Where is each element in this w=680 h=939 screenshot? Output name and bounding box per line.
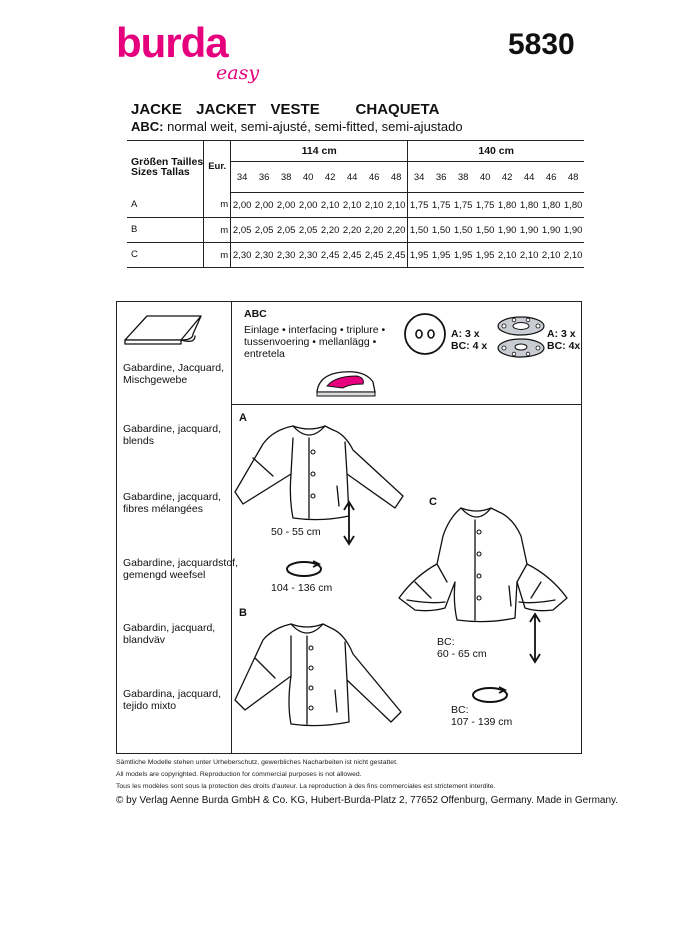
fabric-fr-line1: Gabardine, jacquard, <box>123 491 222 503</box>
size-header-w140-40: 40 <box>474 162 496 193</box>
length-arrow-c-icon <box>529 612 541 664</box>
size-header-w140-36: 36 <box>430 162 452 193</box>
interfacing-line2: tussenvoering • mellanlägg • <box>244 336 377 348</box>
yardage-cell: 2,10 <box>341 193 363 218</box>
fabric-es <box>123 688 221 712</box>
yardage-row-c <box>127 243 584 268</box>
yardage-cell: 2,10 <box>363 193 385 218</box>
garment-title: JACKE JACKET VESTE CHAQUETA <box>131 101 440 118</box>
footer-copyright-de: Sämtliche Modelle stehen unter Urheberschutz, gewerbliches Nacharbeiten ist nicht gestattet. <box>116 759 398 766</box>
yardage-cell: 1,95 <box>430 243 452 268</box>
yardage-cell: 1,80 <box>496 193 518 218</box>
size-header-w114-46: 46 <box>363 162 385 193</box>
yardage-cell: 2,45 <box>319 243 341 268</box>
fabric-en <box>123 423 221 447</box>
size-header-w140-38: 38 <box>452 162 474 193</box>
yardage-cell: 1,50 <box>452 218 474 243</box>
yardage-cell: 2,20 <box>341 218 363 243</box>
view-c-length-label: BC: <box>437 636 455 648</box>
size-header-w140-48: 48 <box>562 162 584 193</box>
yardage-cell: 1,90 <box>540 218 562 243</box>
width-114-header: 114 cm <box>231 141 408 162</box>
view-c-length-value: 60 - 65 cm <box>437 648 487 660</box>
size-header-w114-44: 44 <box>341 162 363 193</box>
yardage-cell: 2,30 <box>231 243 254 268</box>
footer-copyright-en: All models are copyrighted. Reproduction for commercial purposes is not allowed. <box>116 771 362 778</box>
yardage-cell: 2,30 <box>297 243 319 268</box>
yardage-row-unit: m <box>204 243 231 268</box>
notions-heading: ABC <box>244 308 267 320</box>
yardage-cell: 1,95 <box>474 243 496 268</box>
yardage-row-view: A <box>127 193 204 218</box>
yardage-cell: 2,10 <box>385 193 408 218</box>
size-header-w114-42: 42 <box>319 162 341 193</box>
size-label-de-fr: Größen Tailles <box>131 155 204 168</box>
fit-text: normal weit, semi-ajusté, semi-fitted, semi-ajustado <box>163 119 463 134</box>
yardage-cell: 1,80 <box>562 193 584 218</box>
view-a-width: 104 - 136 cm <box>271 582 333 594</box>
snap-qty-bc: BC: 4x <box>547 340 581 352</box>
button-qty-bc: BC: 4 x <box>451 340 488 352</box>
fit-prefix: ABC: <box>131 119 164 134</box>
fabric-es-line1: Gabardina, jacquard, <box>123 688 222 700</box>
yardage-cell: 2,05 <box>231 218 254 243</box>
fabric-sv-line2: blandväv <box>123 634 166 646</box>
size-header-w114-48: 48 <box>385 162 408 193</box>
size-header-w140-46: 46 <box>540 162 562 193</box>
fabric-sv-line1: Gabardin, jacquard, <box>123 622 216 634</box>
burda-easy-logo <box>116 19 260 84</box>
interfacing-text <box>244 324 385 360</box>
jacket-b-drawing <box>233 614 413 732</box>
pattern-number: 5830 <box>508 28 575 61</box>
fabric-fr-line2: fibres mélangées <box>123 503 203 515</box>
size-label-cell <box>127 141 204 193</box>
size-header-w140-44: 44 <box>518 162 540 193</box>
yardage-cell: 2,10 <box>518 243 540 268</box>
yardage-cell: 2,30 <box>275 243 297 268</box>
yardage-cell: 1,90 <box>562 218 584 243</box>
fabric-nl-line2: gemengd weefsel <box>123 569 206 581</box>
yardage-cell: 1,95 <box>452 243 474 268</box>
yardage-cell: 2,20 <box>385 218 408 243</box>
yardage-cell: 1,90 <box>518 218 540 243</box>
fabric-en-line1: Gabardine, jacquard, <box>123 423 222 435</box>
yardage-cell: 1,75 <box>452 193 474 218</box>
yardage-row-a <box>127 193 584 218</box>
size-header-w114-38: 38 <box>275 162 297 193</box>
view-c-width <box>451 704 512 728</box>
yardage-cell: 2,00 <box>231 193 254 218</box>
yardage-cell: 2,10 <box>496 243 518 268</box>
yardage-cell: 2,20 <box>363 218 385 243</box>
view-c-label: C <box>429 496 437 508</box>
size-label-en-es: Sizes Tallas <box>131 165 190 178</box>
yardage-cell: 1,50 <box>474 218 496 243</box>
logo-easy-text: easy <box>216 62 260 84</box>
yardage-cell: 1,75 <box>474 193 496 218</box>
yardage-row-view: B <box>127 218 204 243</box>
snap-fastener-icon <box>495 312 547 362</box>
logo-burda-text: burda <box>116 19 228 66</box>
interfacing-line1: Einlage • interfacing • triplure • <box>244 324 386 336</box>
yardage-cell: 1,50 <box>408 218 431 243</box>
fit-description <box>131 119 463 134</box>
view-a-label: A <box>239 412 247 424</box>
width-circle-c-icon <box>469 684 511 706</box>
view-c-width-label: BC: <box>451 704 469 716</box>
button-qty-a: A: 3 x <box>451 328 480 340</box>
yardage-cell: 2,00 <box>253 193 275 218</box>
size-header-w114-40: 40 <box>297 162 319 193</box>
yardage-cell: 1,90 <box>496 218 518 243</box>
size-header-w140-42: 42 <box>496 162 518 193</box>
yardage-cell: 1,80 <box>540 193 562 218</box>
fabric-fr <box>123 491 221 515</box>
yardage-cell: 2,10 <box>540 243 562 268</box>
yardage-cell: 1,50 <box>430 218 452 243</box>
width-circle-a-icon <box>283 558 325 580</box>
fabric-nl-line1: Gabardine, jacquardstof, <box>123 557 238 569</box>
fabric-swatch-icon <box>123 310 205 350</box>
jacket-c-drawing <box>391 502 571 632</box>
yardage-cell: 1,75 <box>430 193 452 218</box>
yardage-row-unit: m <box>204 218 231 243</box>
fabric-es-line2: tejido mixto <box>123 700 177 712</box>
yardage-table <box>127 140 584 268</box>
yardage-row-b <box>127 218 584 243</box>
view-a-length: 50 - 55 cm <box>271 526 321 538</box>
fabric-de-line1: Gabardine, Jacquard, <box>123 362 224 374</box>
yardage-cell: 2,05 <box>275 218 297 243</box>
snap-qty-a: A: 3 x <box>547 328 576 340</box>
view-b-label: B <box>239 607 247 619</box>
button-qty <box>451 328 487 352</box>
fabric-de-line2: Mischgewebe <box>123 374 188 386</box>
button-icon <box>403 312 447 356</box>
width-140-header: 140 cm <box>408 141 585 162</box>
yardage-cell: 2,45 <box>341 243 363 268</box>
yardage-row-unit: m <box>204 193 231 218</box>
yardage-cell: 1,80 <box>518 193 540 218</box>
notions-divider <box>232 404 582 405</box>
yardage-cell: 2,00 <box>297 193 319 218</box>
yardage-cell: 2,00 <box>275 193 297 218</box>
eur-header: Eur. <box>204 141 231 193</box>
fabric-en-line2: blends <box>123 435 154 447</box>
yardage-cell: 1,75 <box>408 193 431 218</box>
fabric-nl <box>123 557 238 581</box>
view-c-width-value: 107 - 139 cm <box>451 716 513 728</box>
yardage-cell: 1,95 <box>408 243 431 268</box>
yardage-cell: 2,45 <box>385 243 408 268</box>
fabric-sv <box>123 622 215 646</box>
fabric-and-views-box <box>116 301 582 754</box>
iron-icon <box>313 364 379 400</box>
yardage-cell: 2,05 <box>253 218 275 243</box>
size-header-w140-34: 34 <box>408 162 431 193</box>
size-header-w114-34: 34 <box>231 162 254 193</box>
yardage-cell: 2,10 <box>562 243 584 268</box>
fabric-de <box>123 362 224 386</box>
yardage-cell: 2,30 <box>253 243 275 268</box>
publisher-copyright: © by Verlag Aenne Burda GmbH & Co. KG, Hubert-Burda-Platz 2, 77652 Offenburg, Germany. Made in Germany. <box>116 795 619 806</box>
size-header-w114-36: 36 <box>253 162 275 193</box>
view-c-length <box>437 636 487 660</box>
yardage-cell: 2,05 <box>297 218 319 243</box>
yardage-cell: 2,45 <box>363 243 385 268</box>
footer-copyright-fr: Tous les modèles sont sous la protection des droits d'auteur. La reproduction à des fins commerciales est strictement interdite. <box>116 783 496 790</box>
length-arrow-a-icon <box>343 500 355 546</box>
interfacing-line3: entretela <box>244 348 285 360</box>
yardage-row-view: C <box>127 243 204 268</box>
yardage-cell: 2,20 <box>319 218 341 243</box>
yardage-cell: 2,10 <box>319 193 341 218</box>
snap-qty <box>547 328 580 352</box>
column-divider <box>231 302 232 753</box>
yardage-rows <box>127 193 584 268</box>
